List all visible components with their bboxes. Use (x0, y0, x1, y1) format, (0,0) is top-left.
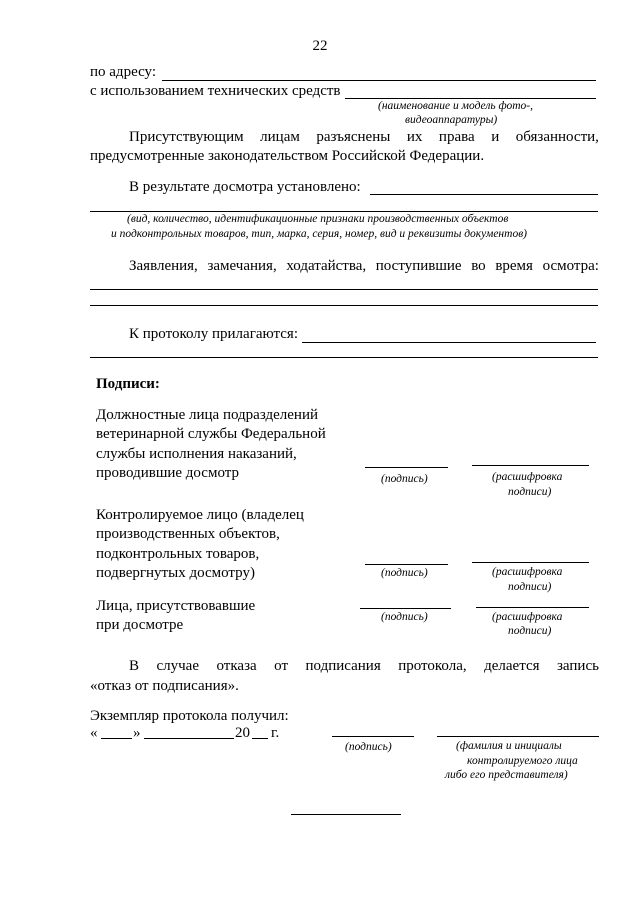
rights-word: лицам (260, 129, 300, 145)
controlled-signature-field[interactable] (365, 564, 448, 565)
tech-means-label: с использованием технических средств (90, 83, 341, 99)
controlled-decoding-field[interactable] (472, 562, 589, 563)
copy-name-note-1: (фамилия и инициалы (456, 740, 562, 752)
present-decoding-note-2: подписи) (508, 625, 552, 637)
refusal-line-2: «отказ от подписания». (90, 678, 239, 694)
controlled-decoding-note-1: (расшифровка (492, 566, 563, 578)
bottom-separator (291, 814, 401, 815)
refusal-word: запись (557, 658, 599, 674)
result-field-line-2[interactable] (90, 211, 598, 212)
tech-means-field[interactable] (345, 98, 596, 99)
refusal-line-1 (129, 658, 599, 675)
controlled-block (96, 506, 304, 583)
refusal-word: случае (156, 658, 200, 674)
copy-name-note-3: либо его представителя) (445, 769, 568, 781)
officials-line: проводившие досмотр (96, 464, 239, 481)
address-label: по адресу: (90, 64, 157, 80)
refusal-word: от (274, 658, 289, 674)
statements-word: ходатайства, (286, 258, 367, 274)
copy-name-field[interactable] (437, 736, 599, 737)
copy-name-note-2: контролируемого лица (467, 755, 578, 767)
statements-word: поступившие (375, 258, 462, 274)
present-decoding-field[interactable] (476, 607, 589, 608)
result-label: В результате досмотра установлено: (129, 179, 361, 195)
statements-word: осмотра: (542, 258, 599, 274)
refusal-word: протокола, (398, 658, 467, 674)
statements-line (129, 258, 599, 275)
present-decoding-note-1: (расшифровка (492, 611, 563, 623)
result-field[interactable] (370, 194, 598, 195)
rights-word: и (491, 129, 500, 145)
refusal-word: делается (484, 658, 540, 674)
rights-line-1 (129, 129, 599, 146)
officials-block (96, 406, 326, 483)
page-number: 22 (312, 38, 328, 54)
attachments-field-2[interactable] (90, 357, 598, 358)
date-year-suffix: г. (271, 725, 280, 741)
attachments-label: К протоколу прилагаются: (129, 326, 298, 342)
present-signature-note: (подпись) (381, 611, 428, 623)
copy-signature-note: (подпись) (345, 741, 392, 753)
officials-decoding-field[interactable] (472, 465, 589, 466)
refusal-word: отказа (216, 658, 257, 674)
statements-word: замечания, (207, 258, 277, 274)
officials-signature-field[interactable] (365, 467, 448, 468)
date-year-field[interactable] (252, 738, 268, 739)
tech-means-note-2: видеоаппаратуры) (405, 114, 498, 126)
date-century: 20 (235, 725, 250, 741)
rights-word: разъяснены (316, 129, 391, 145)
result-note-2: и подконтрольных товаров, тип, марка, серия, номер, вид и реквизиты документов) (111, 228, 528, 240)
present-line: при досмотре (96, 617, 184, 634)
refusal-word: В (129, 658, 140, 674)
controlled-decoding-note-2: подписи) (508, 581, 552, 593)
controlled-line: Контролируемое лицо (владелец (96, 507, 304, 523)
rights-word: Присутствующим (129, 129, 244, 145)
controlled-line: подвергнутых досмотру) (96, 564, 255, 581)
present-signature-field[interactable] (360, 608, 451, 609)
controlled-line: подконтрольных товаров, (96, 545, 260, 562)
statements-field-2[interactable] (90, 305, 598, 306)
controlled-line: производственных объектов, (96, 526, 280, 543)
rights-word: обязанности, (515, 129, 599, 145)
date-open-quote: « (90, 725, 98, 741)
tech-means-note-1: (наименование и модель фото-, (378, 100, 534, 112)
signatures-title: Подписи: (96, 376, 160, 392)
statements-field-1[interactable] (90, 289, 598, 290)
controlled-signature-note: (подпись) (381, 567, 428, 579)
rights-line-2: предусмотренные законодательством Российской Федерации. (90, 148, 485, 164)
statements-word: Заявления, (129, 258, 198, 274)
officials-line: службы исполнения наказаний, (96, 445, 297, 462)
officials-line: Должностные лица подразделений (96, 407, 319, 423)
present-block (96, 597, 255, 636)
refusal-word: подписания (305, 658, 381, 674)
copy-signature-field[interactable] (332, 736, 414, 737)
date-close-quote: » (133, 725, 141, 741)
officials-decoding-note-1: (расшифровка (492, 471, 563, 483)
attachments-field[interactable] (302, 342, 596, 343)
copy-received-label: Экземпляр протокола получил: (90, 708, 289, 724)
officials-decoding-note-2: подписи) (508, 486, 552, 498)
statements-word: время (495, 258, 533, 274)
rights-word: их (406, 129, 423, 145)
date-month-field[interactable] (144, 738, 234, 739)
officials-line: ветеринарной службы Федеральной (96, 426, 326, 443)
rights-word: права (438, 129, 475, 145)
statements-word: во (471, 258, 486, 274)
present-line: Лица, присутствовавшие (96, 598, 256, 614)
officials-signature-note: (подпись) (381, 473, 428, 485)
date-day-field[interactable] (101, 738, 132, 739)
result-note-1: (вид, количество, идентификационные признаки производственных объектов (127, 213, 509, 225)
address-field[interactable] (162, 80, 596, 81)
